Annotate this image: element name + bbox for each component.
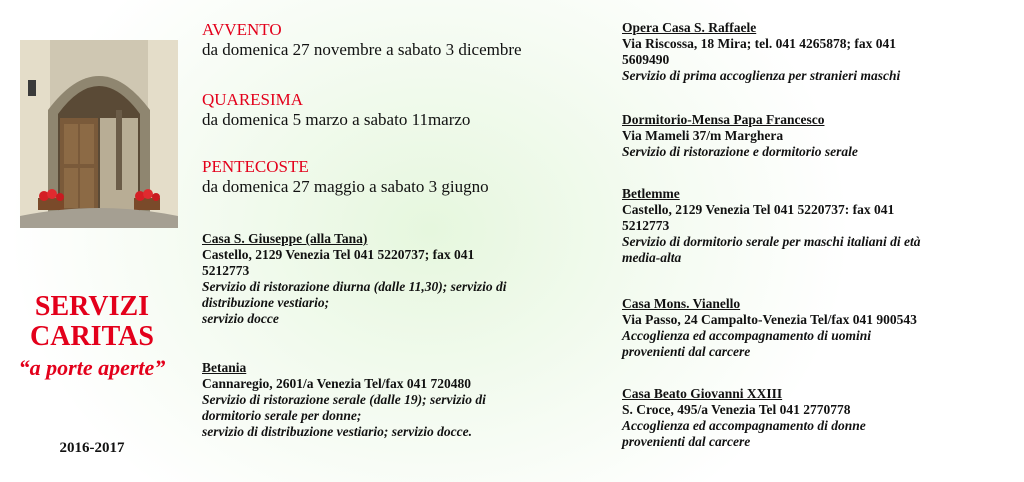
- title-caritas: CARITAS: [30, 321, 154, 352]
- doorway-photo: [20, 40, 178, 228]
- doorway-illustration: [20, 40, 178, 228]
- service-description: Servizio di ristorazione diurna (dalle 11,30); servizio di: [202, 279, 507, 294]
- service-address: 5212773: [202, 263, 250, 278]
- season-name: AVVENTO: [202, 20, 282, 39]
- season-quaresima: [202, 90, 470, 130]
- service-dormitorio-mensa: [622, 112, 1002, 160]
- season-name: PENTECOSTE: [202, 157, 309, 176]
- service-casa-s-giuseppe: [202, 231, 600, 327]
- service-description: provenienti dal carcere: [622, 434, 751, 449]
- season-pentecoste: [202, 157, 489, 197]
- service-title: Casa S. Giuseppe (alla Tana): [202, 231, 368, 246]
- service-title: Opera Casa S. Raffaele: [622, 20, 757, 35]
- service-description: Servizio di ristorazione serale (dalle 19); servizio di: [202, 392, 486, 407]
- season-dates: da domenica 27 maggio a sabato 3 giugno: [202, 177, 489, 196]
- season-avvento: [202, 20, 522, 60]
- service-title: Betlemme: [622, 186, 680, 201]
- service-betlemme: [622, 186, 1002, 266]
- service-address: Via Passo, 24 Campalto-Venezia Tel/fax 041 900543: [622, 312, 917, 327]
- years: 2016-2017: [59, 440, 125, 456]
- service-title: Betania: [202, 360, 247, 375]
- service-description: Servizio di dormitorio serale per maschi italiani di età: [622, 234, 921, 249]
- service-description: Servizio di prima accoglienza per stranieri maschi: [622, 68, 901, 83]
- service-address: Cannaregio, 2601/a Venezia Tel/fax 041 720480: [202, 376, 472, 391]
- service-address: 5609490: [622, 52, 670, 67]
- service-description: provenienti dal carcere: [622, 344, 751, 359]
- title-servizi: SERVIZI: [34, 291, 150, 322]
- service-address: Castello, 2129 Venezia Tel 041 5220737: fax 041: [622, 202, 895, 217]
- service-address: S. Croce, 495/a Venezia Tel 041 2770778: [622, 402, 851, 417]
- service-address: Via Mameli 37/m Marghera: [622, 128, 784, 143]
- service-address: Via Riscossa, 18 Mira; tel. 041 4265878; fax 041: [622, 36, 896, 51]
- service-opera-casa-s-raffaele: [622, 20, 1002, 84]
- subtitle: “a porte aperte”: [18, 355, 166, 380]
- service-description: Servizio di ristorazione e dormitorio serale: [622, 144, 858, 159]
- service-description: media-alta: [622, 250, 682, 265]
- season-name: QUARESIMA: [202, 90, 304, 109]
- service-title: Casa Beato Giovanni XXIII: [622, 386, 783, 401]
- season-dates: da domenica 27 novembre a sabato 3 dicembre: [202, 40, 522, 59]
- service-description: distribuzione vestiario;: [202, 295, 330, 310]
- service-description: Accoglienza ed accompagnamento di uomini: [622, 328, 871, 343]
- season-dates: da domenica 5 marzo a sabato 11marzo: [202, 110, 471, 129]
- service-casa-beato-giovanni: [622, 386, 1002, 450]
- service-title: Dormitorio-Mensa Papa Francesco: [622, 112, 825, 127]
- service-casa-mons-vianello: [622, 296, 1002, 360]
- service-betania: [202, 360, 600, 440]
- service-description: dormitorio serale per donne;: [202, 408, 362, 423]
- service-address: 5212773: [622, 218, 670, 233]
- service-title: Casa Mons. Vianello: [622, 296, 741, 311]
- service-description: servizio docce: [202, 311, 279, 326]
- service-description: Accoglienza ed accompagnamento di donne: [622, 418, 866, 433]
- service-address: Castello, 2129 Venezia Tel 041 5220737; fax 041: [202, 247, 475, 262]
- service-description: servizio di distribuzione vestiario; servizio docce.: [202, 424, 472, 439]
